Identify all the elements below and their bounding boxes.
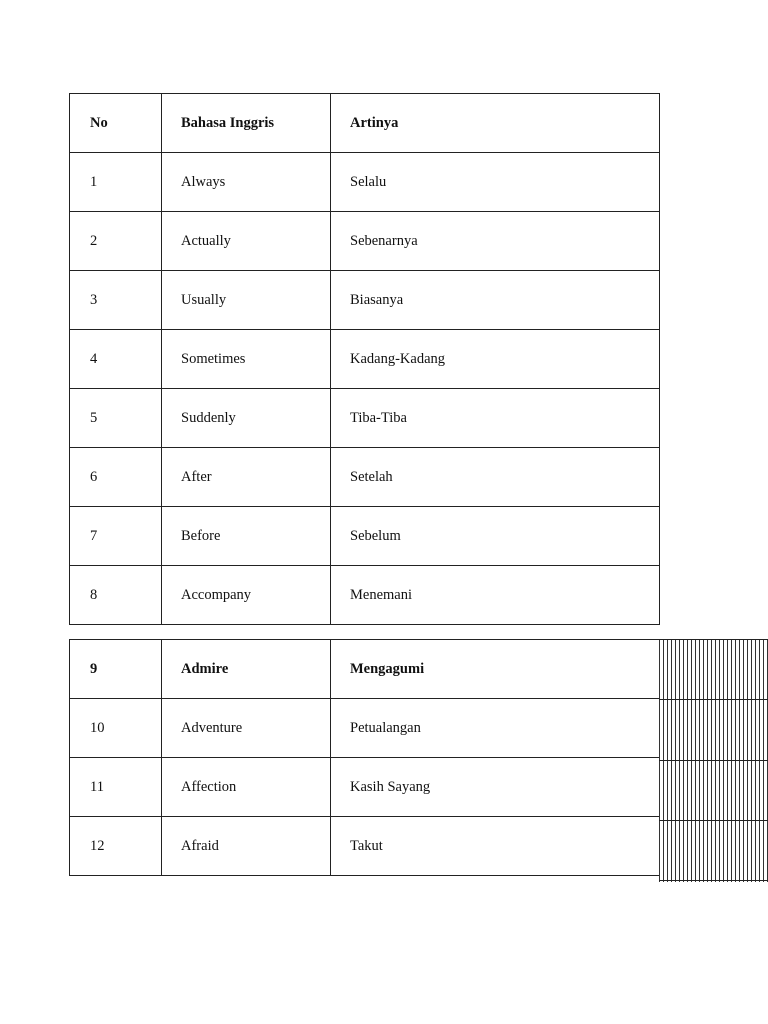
cell-meaning: Setelah bbox=[331, 448, 660, 507]
cell-english: Accompany bbox=[162, 566, 331, 625]
header-meaning: Artinya bbox=[331, 94, 660, 153]
cell-english: Suddenly bbox=[162, 389, 331, 448]
table-row bbox=[70, 566, 660, 625]
cell-meaning: Biasanya bbox=[331, 271, 660, 330]
cell-english: Affection bbox=[162, 758, 331, 817]
cell-meaning: Menemani bbox=[331, 566, 660, 625]
table-row bbox=[70, 758, 660, 817]
cell-english: Usually bbox=[162, 271, 331, 330]
cell-no: 8 bbox=[70, 566, 162, 625]
cell-meaning: Kadang-Kadang bbox=[331, 330, 660, 389]
cell-english: Adventure bbox=[162, 699, 331, 758]
cell-no: 9 bbox=[70, 640, 162, 699]
cell-english: After bbox=[162, 448, 331, 507]
table-row bbox=[70, 153, 660, 212]
rendering-artifact-lines bbox=[659, 639, 768, 882]
cell-no: 3 bbox=[70, 271, 162, 330]
table-row bbox=[70, 389, 660, 448]
cell-no: 10 bbox=[70, 699, 162, 758]
cell-english: Before bbox=[162, 507, 331, 566]
table-row bbox=[70, 507, 660, 566]
row-divider bbox=[659, 699, 768, 700]
cell-no: 7 bbox=[70, 507, 162, 566]
cell-no: 6 bbox=[70, 448, 162, 507]
header-english: Bahasa Inggris bbox=[162, 94, 331, 153]
cell-no: 12 bbox=[70, 817, 162, 876]
cell-meaning: Selalu bbox=[331, 153, 660, 212]
vocabulary-table-part2 bbox=[69, 639, 660, 876]
cell-no: 5 bbox=[70, 389, 162, 448]
cell-no: 4 bbox=[70, 330, 162, 389]
cell-english: Sometimes bbox=[162, 330, 331, 389]
cell-meaning: Kasih Sayang bbox=[331, 758, 660, 817]
cell-meaning: Tiba-Tiba bbox=[331, 389, 660, 448]
row-divider bbox=[659, 760, 768, 761]
cell-meaning: Sebelum bbox=[331, 507, 660, 566]
cell-no: 1 bbox=[70, 153, 162, 212]
cell-meaning: Mengagumi bbox=[331, 640, 660, 699]
cell-meaning: Sebenarnya bbox=[331, 212, 660, 271]
cell-english: Afraid bbox=[162, 817, 331, 876]
vocabulary-table-part1 bbox=[69, 93, 660, 625]
table-row bbox=[70, 817, 660, 876]
cell-meaning: Petualangan bbox=[331, 699, 660, 758]
header-no: No bbox=[70, 94, 162, 153]
cell-english: Always bbox=[162, 153, 331, 212]
table-row bbox=[70, 330, 660, 389]
table-row bbox=[70, 212, 660, 271]
row-divider bbox=[659, 880, 768, 881]
table-row bbox=[70, 271, 660, 330]
cell-no: 11 bbox=[70, 758, 162, 817]
table-row bbox=[70, 448, 660, 507]
cell-no: 2 bbox=[70, 212, 162, 271]
row-divider bbox=[659, 820, 768, 821]
cell-english: Admire bbox=[162, 640, 331, 699]
table-row bbox=[70, 640, 660, 699]
table-header-row bbox=[70, 94, 660, 153]
cell-english: Actually bbox=[162, 212, 331, 271]
table-row bbox=[70, 699, 660, 758]
cell-meaning: Takut bbox=[331, 817, 660, 876]
